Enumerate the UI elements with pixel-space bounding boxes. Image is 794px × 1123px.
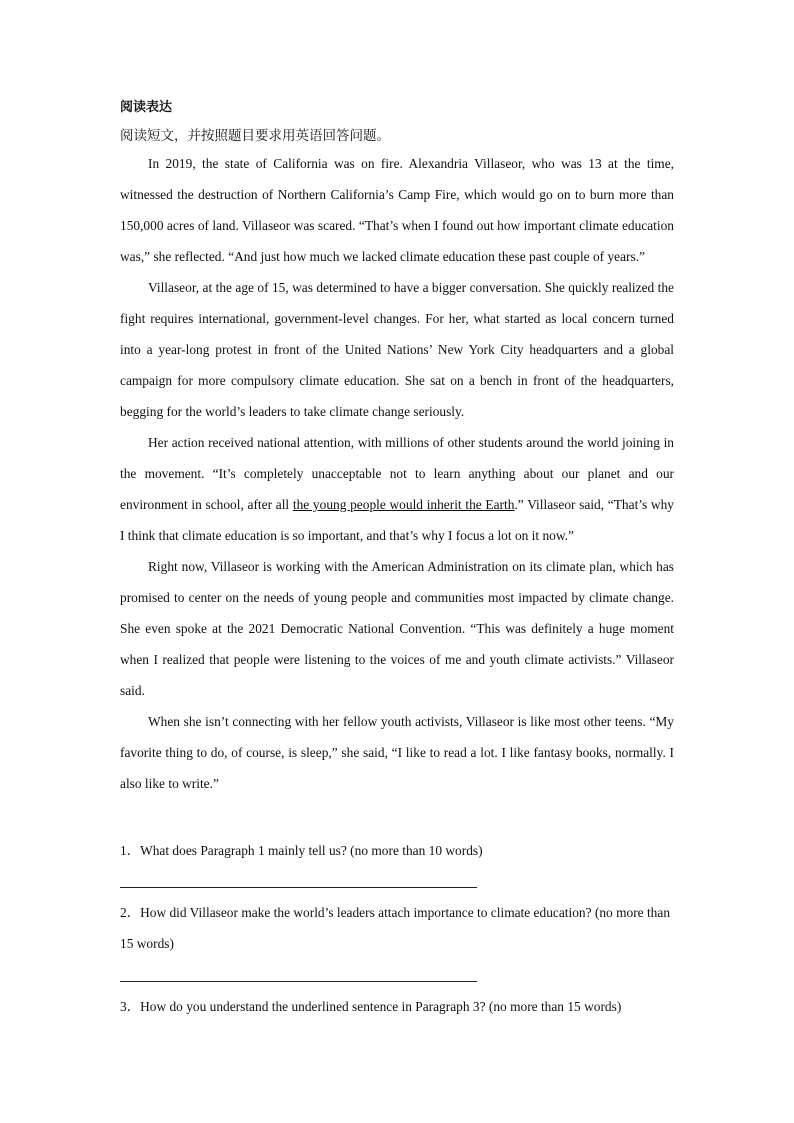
question-2: 2．How did Villaseor make the world’s leaders attach importance to climate education? (no more than 15 words) <box>120 905 671 951</box>
paragraph-4: Right now, Villaseor is working with the American Administration on its climate plan, which has promised to center on the needs of young people and communities most impacted by climate change. She even spoke at the 2021 Democratic National Convention. “This was definitely a huge moment when I realized that people were listening to the voices of me and youth climate activists.” Villaseor said. <box>120 559 674 698</box>
paragraph-2: Villaseor, at the age of 15, was determined to have a bigger conversation. She quickly realized the fight requires international, government-level changes. For her, what started as local concern turned into a year-long protest in front of the United Nations’ New York City headquarters and a global campaign for more compulsory climate education. She sat on a bench in front of the headquarters, begging for the world’s leaders to take climate change seriously. <box>120 280 674 419</box>
paragraph-5: When she isn’t connecting with her fellow youth activists, Villaseor is like most other teens. “My favorite thing to do, of course, is sleep,” she said, “I like to read a lot. I like fantasy books, normally. I also like to write.” <box>120 714 674 791</box>
instruction-text: 阅读短文，并按照题目要求用英语回答问题。 <box>120 128 390 144</box>
section-heading: 阅读表达 <box>120 100 173 115</box>
paragraph-3-text-before: Her action received national attention, with millions of other students around the world joining in the movement. “It’s completely unacceptable not to learn anything about our planet and our environment in school, after all <box>120 435 674 512</box>
paragraph-3 <box>120 427 674 551</box>
underlined-sentence: the young people would inherit the Earth <box>292 497 515 512</box>
answer-line-1[interactable] <box>120 887 477 888</box>
reading-passage <box>120 148 674 799</box>
question-1: 1．What does Paragraph 1 mainly tell us? (no more than 10 words) <box>120 843 483 858</box>
paragraph-3-text-after: .” Villaseor said, “That’s why I think that climate education is so important, and that’s why I focus a lot on it now.” <box>120 497 674 543</box>
question-3: 3．How do you understand the underlined sentence in Paragraph 3? (no more than 15 words) <box>120 999 622 1014</box>
paragraph-1: In 2019, the state of California was on fire. Alexandria Villaseor, who was 13 at the time, witnessed the destruction of Northern California’s Camp Fire, which would go on to burn more than 150,000 acres of land. Villaseor was scared. “That’s when I found out how important climate education was,” she reflected. “And just how much we lacked climate education these past couple of years.” <box>120 156 674 264</box>
answer-line-2[interactable] <box>120 981 477 982</box>
